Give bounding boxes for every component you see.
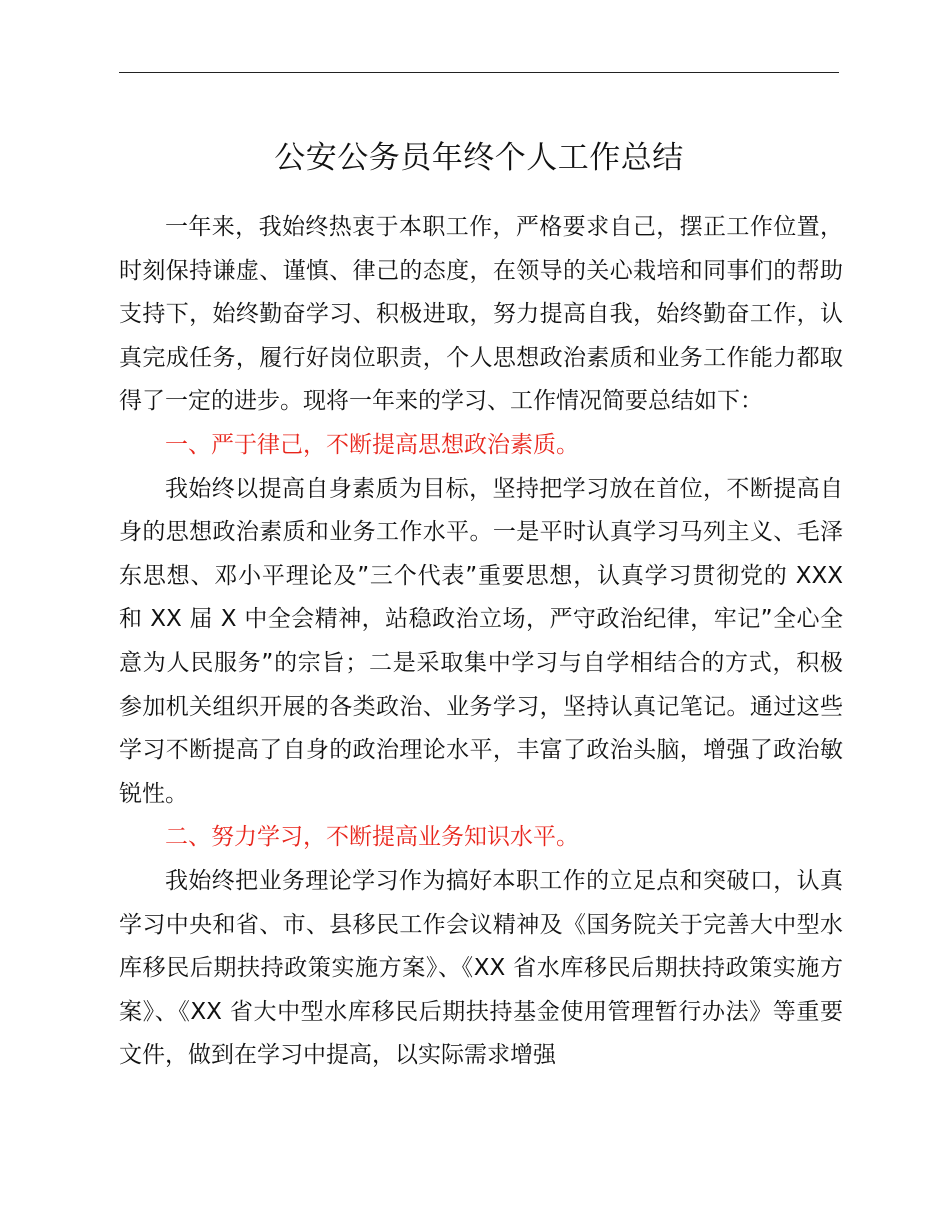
intro-paragraph: 一年来，我始终热衷于本职工作，严格要求自己，摆正工作位置，时刻保持谦虚、谨慎、律己的态度，在领导的关心栽培和同事们的帮助支持下，始终勤奋学习、积极进取，努力提高自我，始终勤奋工作，认真完成任务，履行好岗位职责，个人思想政治素质和业务工作能力都取得了一定的进步。现将一年来的学习、工作情况简要总结如下：	[119, 214, 843, 415]
header-rule	[119, 72, 839, 73]
document-title: 公安公务员年终个人工作总结	[274, 140, 684, 176]
section-heading-2: 二、努力学习，不断提高业务知识水平。	[165, 824, 579, 851]
section-2-paragraph: 我始终把业务理论学习作为搞好本职工作的立足点和突破口，认真学习中央和省、市、县移民工作会议精神及《国务院关于完善大中型水库移民后期扶持政策实施方案》、《XX 省水库移民后期扶持政策实施方案》、《XX 省大中型水库移民后期扶持基金使用管理暂行办法》等重要文件，做到在学习中提高，以实际需求增强	[119, 867, 843, 1069]
section-heading-1: 一、严于律己，不断提高思想政治素质。	[165, 431, 579, 458]
document-body	[119, 206, 843, 1078]
section-1-paragraph: 我始终以提高自身素质为目标，坚持把学习放在首位，不断提高自身的思想政治素质和业务工作水平。一是平时认真学习马列主义、毛泽东思想、邓小平理论及”三个代表”重要思想，认真学习贯彻党的 XXX 和 XX 届 X 中全会精神，站稳政治立场，严守政治纪律，牢记”全心全意为人民服务”的宗旨；二是采取集中学习与自学相结合的方式，积极参加机关组织开展的各类政治、业务学习，坚持认真记笔记。通过这些学习不断提高了自身的政治理论水平，丰富了政治头脑，增强了政治敏锐性。	[119, 475, 843, 807]
